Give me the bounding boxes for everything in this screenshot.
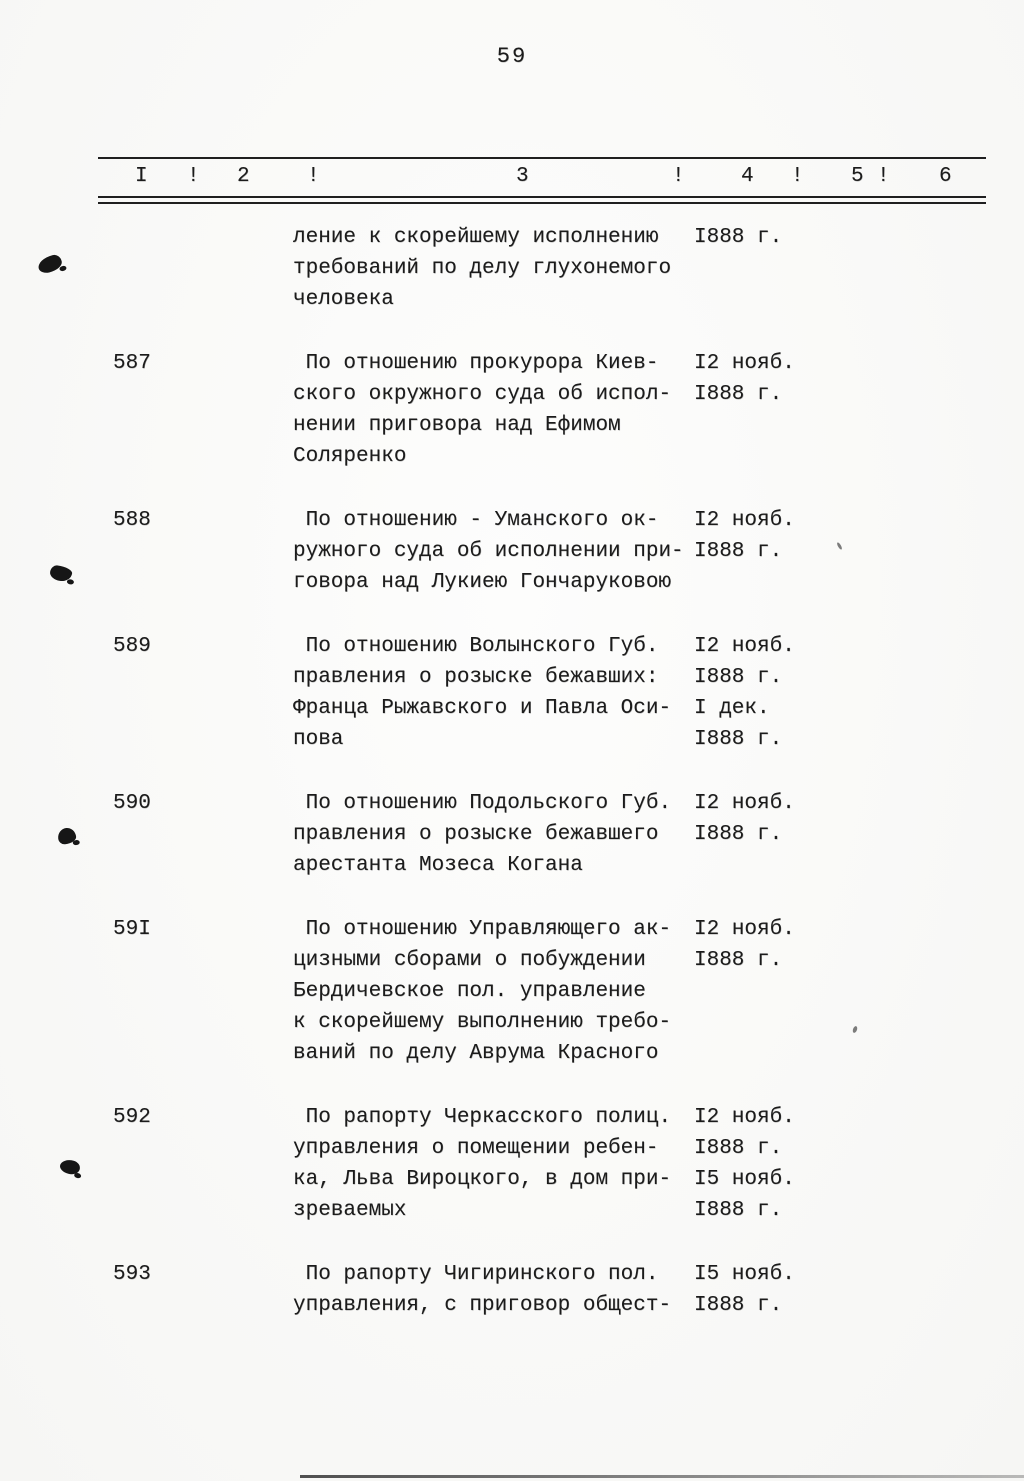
entry-text-line: ка, Льва Вироцкого, в дом при- xyxy=(293,1168,672,1191)
entry-date-line: I888 г. xyxy=(694,949,783,972)
entry-dates xyxy=(694,1102,795,1226)
entry-date-line: I888 г. xyxy=(694,383,783,406)
column-separator: ! xyxy=(672,165,685,188)
entry-date-line: I888 г. xyxy=(694,823,783,846)
entry-text-line: требований по делу глухонемого xyxy=(293,257,672,280)
entry-dates xyxy=(694,788,795,850)
entry-dates xyxy=(694,348,795,410)
entry-date-line: I888 г. xyxy=(694,1199,783,1222)
entry-text-line: правления о розыске бежавших: xyxy=(293,666,659,689)
entry-text-line: зреваемых xyxy=(293,1199,407,1222)
entry-date-line: I5 нояб. xyxy=(694,1263,795,1286)
entry-text xyxy=(293,1102,693,1226)
entry-text-line: Соляренко xyxy=(293,445,407,468)
entry-number: 59I xyxy=(113,918,151,941)
column-separator: ! xyxy=(187,165,200,188)
column-header-5: 5 xyxy=(851,165,864,188)
table-row xyxy=(0,631,1024,755)
entry-text-line: По отношению - Уманского ок- xyxy=(293,509,659,532)
table-row xyxy=(0,222,1024,315)
entry-text xyxy=(293,222,693,315)
entry-text-line: По рапорту Чигиринского пол. xyxy=(293,1263,659,1286)
entry-date-line: I2 нояб. xyxy=(694,352,795,375)
entry-text xyxy=(293,1259,693,1321)
entry-dates xyxy=(694,631,795,755)
entry-text-line: ского окружного суда об испол- xyxy=(293,383,672,406)
entry-text xyxy=(293,914,693,1069)
entry-text-line: По отношению Подольского Губ. xyxy=(293,792,672,815)
entry-text-line: арестанта Мозеса Когана xyxy=(293,854,583,877)
column-separator: ! xyxy=(791,165,804,188)
header-rule-double-upper xyxy=(98,196,986,198)
entry-number: 589 xyxy=(113,635,151,658)
entry-dates xyxy=(694,505,795,567)
entry-date-line: I888 г. xyxy=(694,728,783,751)
header-rule-top xyxy=(98,157,986,159)
entry-text-line: По отношению Управляющего ак- xyxy=(293,918,672,941)
entry-text-line: Франца Рыжавского и Павла Оси- xyxy=(293,697,672,720)
column-header-2: 2 xyxy=(237,165,250,188)
entry-date-line: I888 г. xyxy=(694,1137,783,1160)
column-header-1: I xyxy=(135,165,148,188)
entry-number: 593 xyxy=(113,1263,151,1286)
entry-date-line: I2 нояб. xyxy=(694,635,795,658)
entry-date-line: I888 г. xyxy=(694,666,783,689)
entry-text-line: ваний по делу Аврума Красного xyxy=(293,1042,659,1065)
entry-date-line: I дек. xyxy=(694,697,770,720)
entry-text xyxy=(293,348,693,472)
entry-text-line: пова xyxy=(293,728,344,751)
entry-number: 590 xyxy=(113,792,151,815)
column-header-3: 3 xyxy=(516,165,529,188)
entry-number: 587 xyxy=(113,352,151,375)
entry-text-line: цизными сборами о побуждении xyxy=(293,949,646,972)
scan-bottom-edge xyxy=(300,1475,1024,1478)
column-separator: ! xyxy=(877,165,890,188)
entry-text-line: Бердичевское пол. управление xyxy=(293,980,646,1003)
column-header-4: 4 xyxy=(741,165,754,188)
entry-dates xyxy=(694,222,782,253)
table-row xyxy=(0,914,1024,1069)
entry-text xyxy=(293,631,693,755)
entry-date-line: I2 нояб. xyxy=(694,509,795,532)
table-header xyxy=(98,157,986,207)
header-rule-double-lower xyxy=(98,202,986,204)
table-row xyxy=(0,348,1024,472)
entries xyxy=(0,222,1024,1354)
entry-text-line: По отношению Волынского Губ. xyxy=(293,635,659,658)
entry-text-line: управления, с приговор общест- xyxy=(293,1294,672,1317)
entry-dates xyxy=(694,1259,795,1321)
entry-text-line: управления о помещении ребен- xyxy=(293,1137,659,1160)
entry-text-line: человека xyxy=(293,288,394,311)
entry-text-line: правления о розыске бежавшего xyxy=(293,823,659,846)
entry-text-line: ружного суда об исполнении при- xyxy=(293,540,684,563)
entry-date-line: I5 нояб. xyxy=(694,1168,795,1191)
entry-dates xyxy=(694,914,795,976)
entry-text-line: говора над Лукиею Гончаруковою xyxy=(293,571,672,594)
table-row xyxy=(0,788,1024,881)
entry-text-line: По отношению прокурора Киев- xyxy=(293,352,659,375)
entry-text-line: к скорейшему выполнению требо- xyxy=(293,1011,672,1034)
entry-date-line: I2 нояб. xyxy=(694,1106,795,1129)
entry-text xyxy=(293,505,693,598)
table-row xyxy=(0,1259,1024,1321)
entry-number: 588 xyxy=(113,509,151,532)
page-number: 59 xyxy=(496,44,528,69)
entry-date-line: I2 нояб. xyxy=(694,918,795,941)
column-separator: ! xyxy=(307,165,320,188)
table-row xyxy=(0,505,1024,598)
entry-date-line: I888 г. xyxy=(694,540,783,563)
entry-date-line: I888 г. xyxy=(694,1294,783,1317)
entry-text-line: По рапорту Черкасского полиц. xyxy=(293,1106,672,1129)
entry-text-line: ление к скорейшему исполнению xyxy=(293,226,659,249)
column-header-6: 6 xyxy=(939,165,952,188)
entry-date-line: I888 г. xyxy=(694,226,783,249)
entry-text-line: нении приговора над Ефимом xyxy=(293,414,621,437)
table-row xyxy=(0,1102,1024,1226)
entry-text xyxy=(293,788,693,881)
entry-date-line: I2 нояб. xyxy=(694,792,795,815)
entry-number: 592 xyxy=(113,1106,151,1129)
